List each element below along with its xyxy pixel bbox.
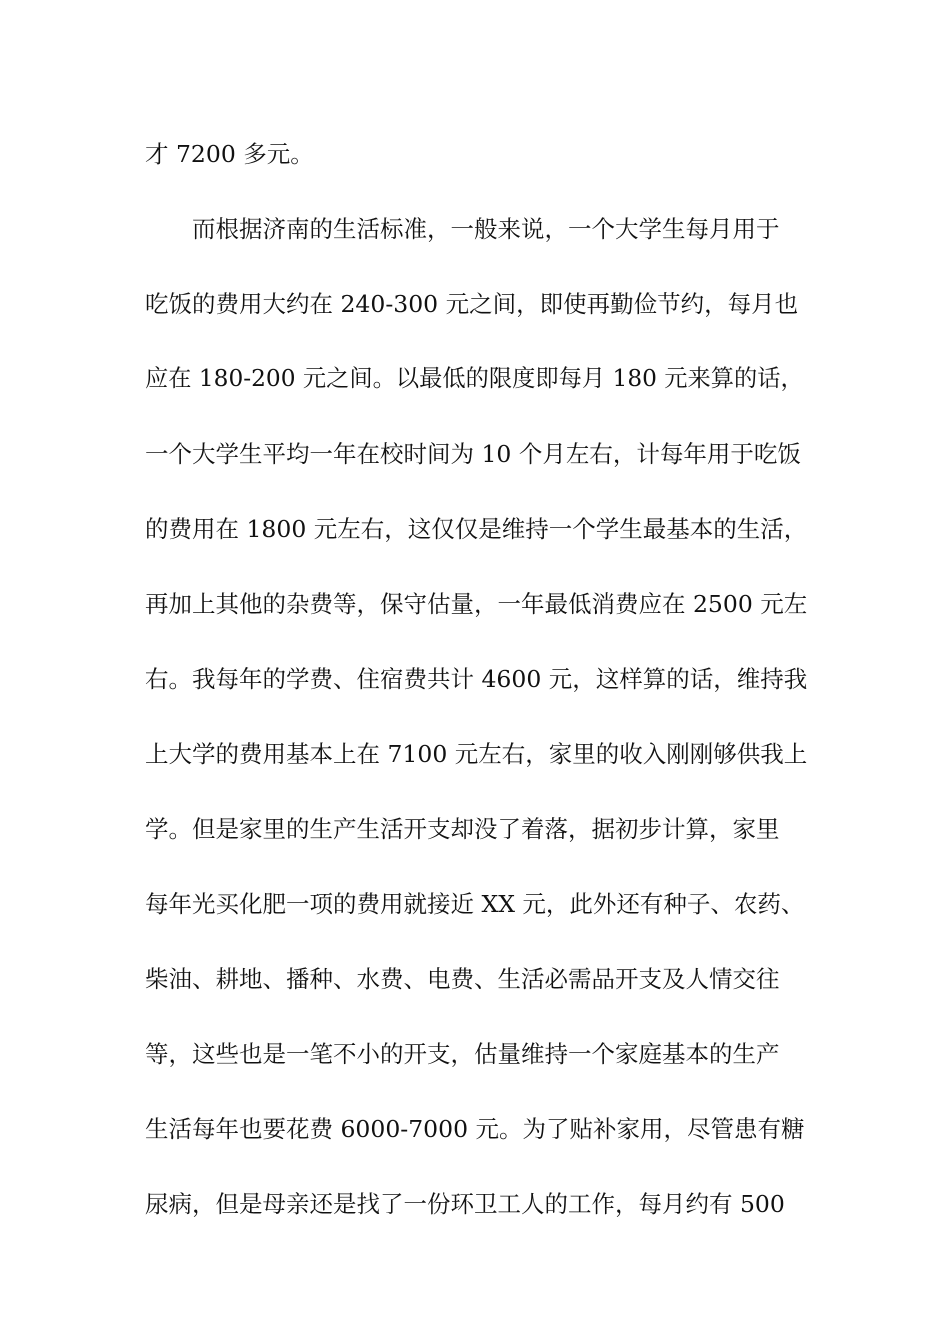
text-line: 才 7200 多元。 <box>145 140 314 168</box>
text-line: 再加上其他的杂费等，保守估量，一年最低消费应在 2500 元左 <box>145 590 808 618</box>
text-line: 尿病，但是母亲还是找了一份环卫工人的工作，每月约有 500 <box>145 1190 785 1218</box>
text-line: 应在 180-200 元之间。以最低的限度即每月 180 元来算的话， <box>145 365 804 392</box>
text-line: 吃饭的费用大约在 240-300 元之间，即使再勤俭节约，每月也 <box>145 290 799 318</box>
text-line: 每年光买化肥一项的费用就接近 XX 元，此外还有种子、农药、 <box>145 890 805 918</box>
text-line: 柴油、耕地、播种、水费、电费、生活必需品开支及人情交往 <box>145 965 780 993</box>
text-line: 生活每年也要花费 6000-7000 元。为了贴补家用，尽管患有糖 <box>145 1115 805 1143</box>
text-line: 一个大学生平均一年在校时间为 10 个月左右，计每年用于吃饭 <box>145 440 801 468</box>
text-line: 的费用在 1800 元左右，这仅仅是维持一个学生最基本的生活， <box>145 515 808 543</box>
text-line: 右。我每年的学费、住宿费共计 4600 元，这样算的话，维持我 <box>145 665 808 693</box>
text-line: 上大学的费用基本上在 7100 元左右，家里的收入刚刚够供我上 <box>145 740 808 768</box>
text-line: 而根据济南的生活标准，一般来说，一个大学生每月用于 <box>145 215 780 243</box>
text-line: 等，这些也是一笔不小的开支，估量维持一个家庭基本的生产 <box>145 1040 780 1068</box>
text-line: 学。但是家里的生产生活开支却没了着落，据初步计算，家里 <box>145 815 780 843</box>
